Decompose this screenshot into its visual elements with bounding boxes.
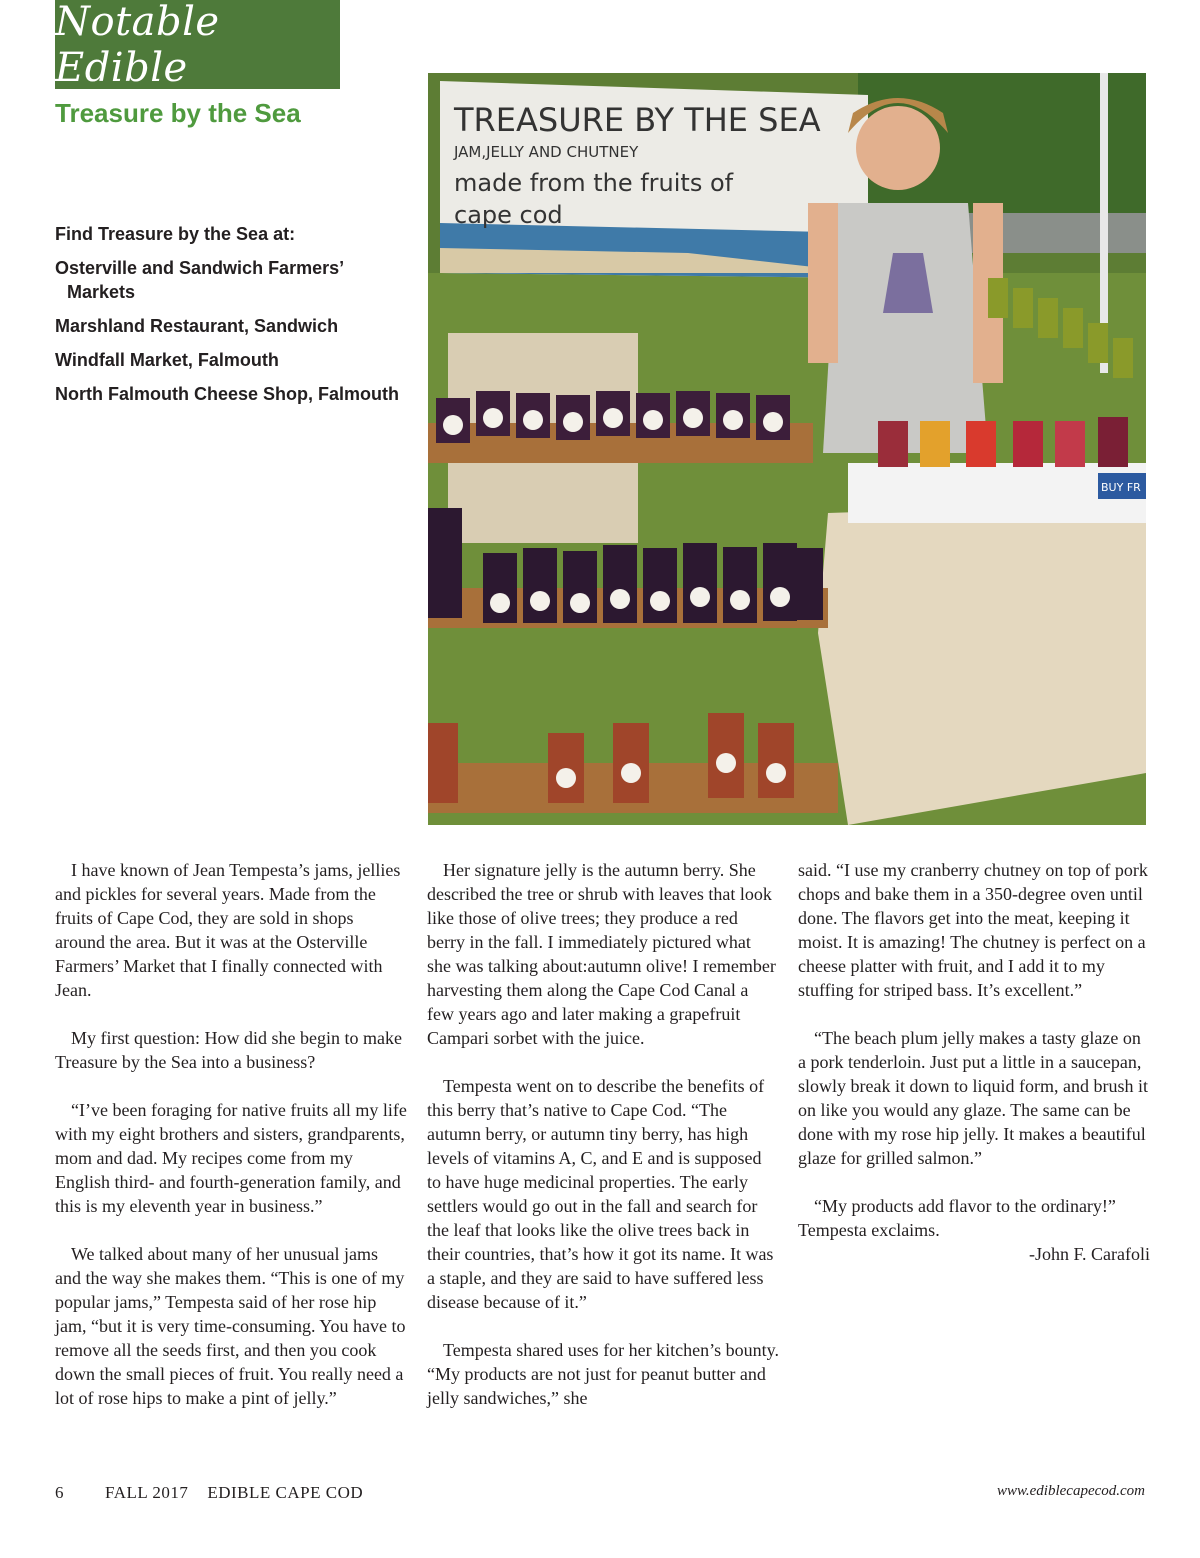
page-number: 6 <box>55 1483 64 1502</box>
paragraph: “I’ve been foraging for native fruits all my life with my eight brothers and sisters, grandparents, mom and dad. My recipes come from my English third- and fourth-generation family, and this is my eleventh year in business.” <box>55 1100 407 1216</box>
issue-label: FALL 2017 EDIBLE CAPE COD <box>105 1483 364 1502</box>
author-signature: -John F. Carafoli <box>1028 1244 1150 1264</box>
paragraph: We talked about many of her unusual jams and the way she makes them. “This is one of my popular jams,” Tempesta said of her rose hip jam, “but it is very time-consuming. You have to remove all the seeds first, and then you cook down the small pieces of fruit. You really need a lot of rose hips to make a pint of jelly.” <box>55 1244 406 1408</box>
location-item: Marshland Restaurant, Sandwich <box>55 316 339 336</box>
paragraph: Tempesta shared uses for her kitchen’s bounty. “My products are not just for peanut butter and jelly sandwiches,” she <box>427 1340 779 1408</box>
paragraph: I have known of Jean Tempesta’s jams, jellies and pickles for several years. Made from the fruits of Cape Cod, they are sold in shops around the area. But it was at the Osterville Farmers’ Market that I finally connected with Jean. <box>55 860 401 1000</box>
website-link[interactable]: www.ediblecapecod.com <box>996 1483 1145 1499</box>
section-label: Notable Edible <box>55 0 220 91</box>
location-item: Osterville and Sandwich Farmers’ Markets <box>55 258 344 302</box>
paragraph: Her signature jelly is the autumn berry. She described the tree or shrub with leaves that look like those of olive trees; they produce a red berry in the fall. I immediately pictured what she was talking about:autumn olive! I remember harvesting them along the Cape Cod Canal a few years ago and later making a grapefruit Campari sorbet with the juice. <box>427 860 776 1048</box>
sign-line-4: cape cod <box>454 201 563 229</box>
article-title: Treasure by the Sea <box>55 98 301 128</box>
section-banner <box>55 0 340 89</box>
locations-heading: Find Treasure by the Sea at: <box>55 224 296 244</box>
article-column-2 <box>427 858 779 1434</box>
sign-line-1: TREASURE BY THE SEA <box>454 101 821 139</box>
sidebar-locations <box>55 222 405 416</box>
sign-line-3: made from the fruits of <box>454 169 734 197</box>
sign-line-2: JAM,JELLY AND CHUTNEY <box>454 143 639 161</box>
location-item: North Falmouth Cheese Shop, Falmouth <box>55 384 400 404</box>
paragraph: My first question: How did she begin to make Treasure by the Sea into a business? <box>55 1028 402 1072</box>
paragraph: Tempesta went on to describe the benefits of this berry that’s native to Cape Cod. “The autumn berry, or autumn tiny berry, has high levels of vitamins A, C, and E and is supposed to have huge medicinal properties. The early settlers would go out in the fall and search for the leaf that looks like the olive trees back in their countries, that’s how it got its name. It was a staple, and they are said to have suffered less disease because of it.” <box>427 1076 774 1312</box>
paragraph: “My products add flavor to the ordinary!” Tempesta exclaims. <box>798 1196 1116 1240</box>
market-stand-photo <box>428 73 1146 825</box>
paragraph: “The beach plum jelly makes a tasty glaze on a pork tenderloin. Just put a little in a saucepan, slowly break it down to liquid form, and brush it on like you would any glaze. The same can be done with my rose hip jelly. It makes a beautiful glaze for grilled salmon.” <box>798 1028 1148 1168</box>
article-column-1 <box>55 858 407 1434</box>
article-column-3 <box>798 858 1150 1290</box>
paragraph: said. “I use my cranberry chutney on top of pork chops and bake them in a 350-degree oven until done. The flavors get into the meat, keeping it moist. It is amazing! The chutney is perfect on a cheese platter with fruit, and I add it to my stuffing for striped bass. It’s excellent.” <box>798 860 1148 1000</box>
location-item: Windfall Market, Falmouth <box>55 350 279 370</box>
small-sign-text: BUY FR <box>1101 481 1141 494</box>
